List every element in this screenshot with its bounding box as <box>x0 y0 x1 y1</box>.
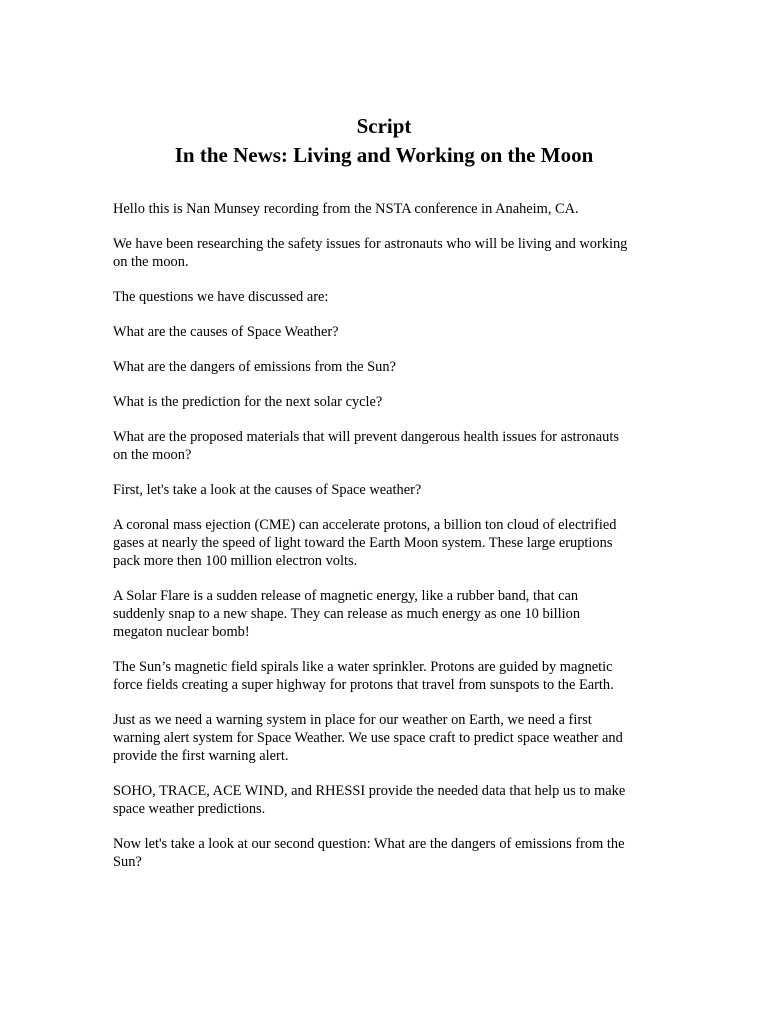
paragraph-line: What are the proposed materials that will prevent dangerous health issues for astronauts <box>113 429 619 445</box>
paragraph-line: on the moon? <box>113 447 192 463</box>
paragraph <box>113 200 659 218</box>
paragraph-line: We have been researching the safety issues for astronauts who will be living and working <box>113 236 628 252</box>
paragraph <box>113 835 659 871</box>
paragraph <box>113 587 659 641</box>
paragraph-line: warning alert system for Space Weather. We use space craft to predict space weather and <box>113 730 623 746</box>
paragraph <box>113 481 659 499</box>
paragraph-line: space weather predictions. <box>113 801 266 817</box>
paragraph-line: What are the dangers of emissions from the Sun? <box>113 359 396 375</box>
paragraph-line: Sun? <box>113 854 142 870</box>
paragraph <box>113 711 659 765</box>
paragraph-line: The Sun’s magnetic field spirals like a water sprinkler. Protons are guided by magnetic <box>113 659 613 675</box>
paragraph-line: provide the first warning alert. <box>113 748 289 764</box>
paragraph-line: megaton nuclear bomb! <box>113 624 250 640</box>
paragraph-line: force fields creating a super highway for protons that travel from sunspots to the Earth. <box>113 677 614 693</box>
paragraph-line: A Solar Flare is a sudden release of magnetic energy, like a rubber band, that can <box>113 588 579 604</box>
paragraph-line: What is the prediction for the next solar cycle? <box>113 394 383 410</box>
paragraph <box>113 428 659 464</box>
paragraph <box>113 782 659 818</box>
paragraph-line: suddenly snap to a new shape. They can release as much energy as one 10 billion <box>113 606 581 622</box>
paragraph-line: Now let's take a look at our second question: What are the dangers of emissions from the <box>113 836 625 852</box>
paragraph-line: First, let's take a look at the causes of Space weather? <box>113 482 422 498</box>
paragraph-line: pack more then 100 million electron volts. <box>113 553 358 569</box>
paragraph-line: Just as we need a warning system in place for our weather on Earth, we need a first <box>113 712 592 728</box>
paragraph-line: Hello this is Nan Munsey recording from the NSTA conference in Anaheim, CA. <box>113 201 579 217</box>
paragraph <box>113 323 659 341</box>
paragraph-line: The questions we have discussed are: <box>113 289 329 305</box>
paragraph <box>113 393 659 411</box>
document-body <box>113 200 659 888</box>
paragraph-line: gases at nearly the speed of light toward the Earth Moon system. These large eruptions <box>113 535 613 551</box>
paragraph-line: What are the causes of Space Weather? <box>113 324 339 340</box>
paragraph <box>113 358 659 376</box>
paragraph <box>113 235 659 271</box>
paragraph <box>113 516 659 570</box>
document-title <box>0 112 768 170</box>
paragraph <box>113 658 659 694</box>
paragraph <box>113 288 659 306</box>
paragraph-line: SOHO, TRACE, ACE WIND, and RHESSI provide the needed data that help us to make <box>113 783 626 799</box>
title-heading: In the News: Living and Working on the Moon <box>174 143 594 167</box>
paragraph-line: A coronal mass ejection (CME) can accelerate protons, a billion ton cloud of electrified <box>113 517 617 533</box>
title-script: Script <box>356 114 412 138</box>
paragraph-line: on the moon. <box>113 254 189 270</box>
